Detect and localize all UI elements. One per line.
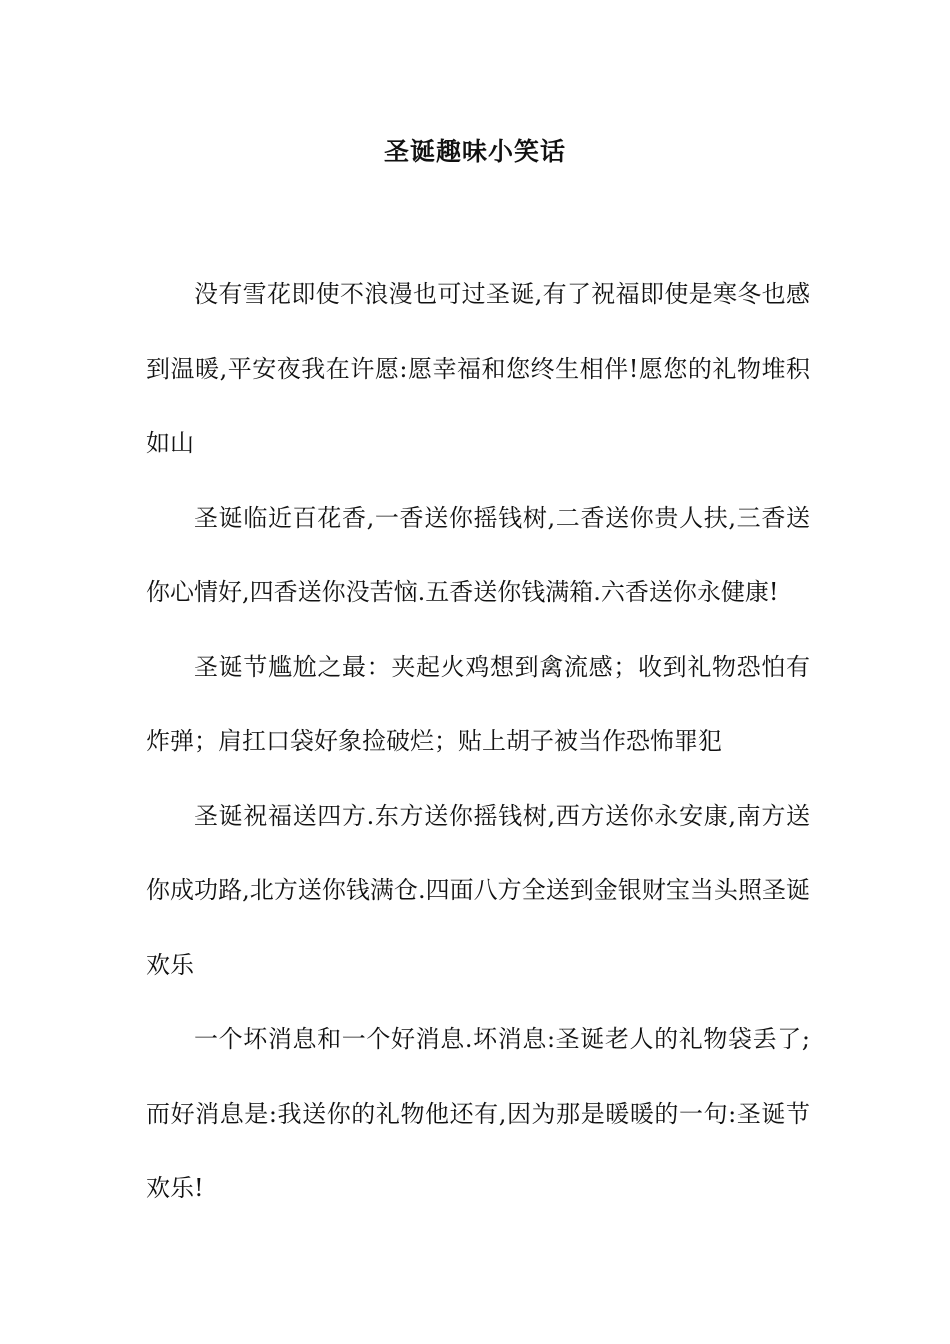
document-title: 圣诞趣味小笑话 — [383, 137, 566, 166]
paragraph-4: 圣诞祝福送四方.东方送你摇钱树,西方送你永安康,南方送你成功路,北方送你钱满仓.四面八方全送到金银财宝当头照圣诞欢乐 — [146, 801, 810, 979]
document-body — [146, 257, 810, 1226]
paragraph-3: 圣诞节尴尬之最：夹起火鸡想到禽流感；收到礼物恐怕有炸弹；肩扛口袋好象捡破烂；贴上胡子被当作恐怖罪犯 — [146, 652, 810, 755]
paragraph-2: 圣诞临近百花香,一香送你摇钱树,二香送你贵人扶,三香送你心情好,四香送你没苦恼.五香送你钱满箱.六香送你永健康! — [146, 503, 810, 606]
paragraph-5: 一个坏消息和一个好消息.坏消息:圣诞老人的礼物袋丢了;而好消息是:我送你的礼物他还有,因为那是暖暖的一句:圣诞节欢乐! — [146, 1025, 810, 1202]
paragraph-1: 没有雪花即使不浪漫也可过圣诞,有了祝福即使是寒冬也感到温暖,平安夜我在许愿:愿幸福和您终生相伴!愿您的礼物堆积如山 — [146, 280, 810, 457]
